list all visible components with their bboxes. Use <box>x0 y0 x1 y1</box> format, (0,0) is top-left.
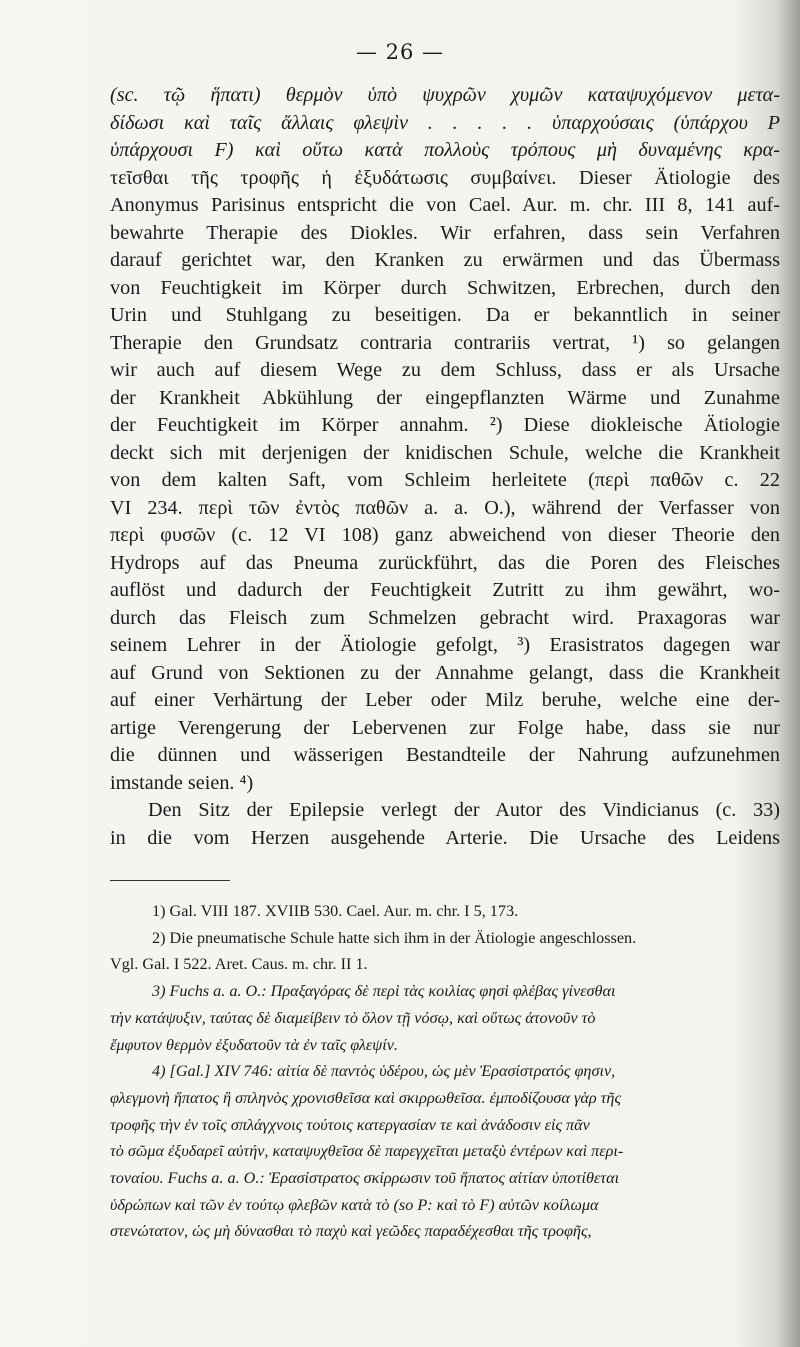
text-line: durch das Fleisch zum Schmelzen gebracht wird. Praxagoras war <box>110 606 780 629</box>
text-line: Anonymus Parisinus entspricht die von Cael. Aur. m. chr. III 8, 141 auf- <box>110 194 780 216</box>
footnote-line: τοναίου. Fuchs a. a. O.: Ἐρασίστρατος σκίρρωσιν τοῦ ἥπατος αἰτίαν ὑποτίθεται <box>110 1169 620 1188</box>
text-line: artige Verengerung der Lebervenen zur Folge habe, dass sie nur <box>110 716 780 739</box>
text-line: Therapie den Grundsatz contraria contrariis vertrat, ¹) so gelangen <box>110 331 780 354</box>
text-line: der Krankheit Abkühlung der eingepflanzten Wärme und Zunahme <box>110 386 780 409</box>
text-line: darauf gerichtet war, den Kranken zu erwärmen und das Übermass <box>110 249 780 271</box>
footnotes <box>110 898 785 1245</box>
text-line: ὑπάρχουσι F) καὶ οὕτω κατὰ πολλοὺς τρόπους μὴ δυναμένης κρα- <box>110 139 780 161</box>
text-line: Den Sitz der Epilepsie verlegt der Autor des Vindicianus (c. 33) <box>148 799 780 821</box>
footnote-line: ὑδρώπων καὶ τῶν ἐν τούτῳ φλεβῶν κατὰ τὸ (so P: καὶ τὸ F) αὐτῶν κοίλωμα <box>110 1195 599 1214</box>
text-line: VI 234. περὶ τῶν ἐντὸς παθῶν a. a. O.), während der Verfasser von <box>110 496 780 519</box>
text-line: seinem Lehrer in der Ätiologie gefolgt, ³) Erasistratos dagegen war <box>110 634 780 656</box>
footnote-line: τὴν κατάψυξιν, ταύτας δὲ διαμείβειν τὸ ὅλον τῇ νόσῳ, καὶ οὕτως ἀτονοῦν τὸ <box>110 1008 596 1027</box>
text-line: von Feuchtigkeit im Körper durch Schwitzen, Erbrechen, durch den <box>110 276 780 299</box>
footnote-line: ἔμφυτον θερμὸν ἐξυδατοῦν τὰ ἐν ταῖς φλεψίν. <box>110 1035 399 1054</box>
footnote-line: 3) Fuchs a. a. O.: Πραξαγόρας δὲ περὶ τὰς κοιλίας φησὶ φλέβας γίνεσθαι <box>152 982 616 1001</box>
footnote-line: 4) [Gal.] XIV 746: αἰτία δὲ παντὸς ὑδέρου, ὡς μὲν Ἐρασίστρατός φησιν, <box>152 1062 616 1081</box>
text-line: δίδωσι καὶ ταῖς ἄλλαις φλεψὶν . . . . . ὑπαρχούσαις (ὑπάρχου P <box>110 111 780 134</box>
footnote-line: τὸ σῶμα ἐξυδαρεῖ αὐτήν, καταψυχθεῖσα δὲ παρεγχεῖται μεταξὺ ἐντέρων καὶ περι- <box>110 1142 624 1161</box>
text-line: die dünnen und wässerigen Bestandteile der Nahrung aufzunehmen <box>110 744 780 766</box>
text-line: τεῖσθαι τῆς τροφῆς ἡ ἐξυδάτωσις συμβαίνει. Dieser Ätiologie des <box>110 166 780 189</box>
text-line: von dem kalten Saft, vom Schleim herleitete (περὶ παθῶν c. 22 <box>110 469 780 491</box>
footnote-line: 2) Die pneumatische Schule hatte sich ihm in der Ätiologie angeschlossen. <box>152 928 637 947</box>
page-number: — 26 — <box>355 40 445 64</box>
main-text <box>110 82 780 852</box>
footnote-line: Vgl. Gal. I 522. Aret. Caus. m. chr. II 1. <box>110 955 368 974</box>
text-line: auf Grund von Sektionen zu der Annahme gelangt, dass die Krankheit <box>110 661 780 684</box>
text-line: Urin und Stuhlgang zu beseitigen. Da er bekanntlich in seiner <box>110 304 780 326</box>
footnote-line: στενώτατον, ὡς μὴ δύνασθαι τὸ παχὺ καὶ γεῶδες παραδέχεσθαι τῆς τροφῆς, <box>110 1222 592 1241</box>
text-line: Hydrops auf das Pneuma zurückführt, das die Poren des Fleisches <box>110 551 780 574</box>
text-line: auflöst und dadurch der Feuchtigkeit Zutritt zu ihm gewährt, wo- <box>110 579 780 601</box>
text-line: imstande seien. ⁴) <box>110 771 254 794</box>
footnote-line: φλεγμονὴ ἥπατος ἢ σπληνὸς χρονισθεῖσα καὶ σκιρρωθεῖσα. ἐμποδίζουσα γὰρ τῆς <box>110 1088 622 1107</box>
footnote-divider <box>110 880 230 881</box>
text-line: (sc. τῷ ἥπατι) θερμὸν ὑπὸ ψυχρῶν χυμῶν καταψυχόμενον μετα- <box>110 84 780 106</box>
text-line: in die vom Herzen ausgehende Arterie. Die Ursache des Leidens <box>110 826 780 849</box>
text-line: wir auch auf diesem Wege zu dem Schluss, dass er als Ursache <box>110 359 780 381</box>
text-line: der Feuchtigkeit im Körper annahm. ²) Diese diokleische Ätiologie <box>110 414 780 436</box>
footnote-line: τροφῆς τὴν ἐν τοῖς σπλάγχνοις τούτοις κατεργασίαν τε καὶ ἀνάδοσιν εἰς πᾶν <box>110 1115 590 1134</box>
text-line: περὶ φυσῶν (c. 12 VI 108) ganz abweichend von dieser Theorie den <box>110 524 780 546</box>
text-line: auf einer Verhärtung der Leber oder Milz beruhe, welche eine der- <box>110 689 780 711</box>
text-line: deckt sich mit derjenigen der knidischen Schule, welche die Krankheit <box>110 441 780 464</box>
text-line: bewahrte Therapie des Diokles. Wir erfahren, dass sein Verfahren <box>110 221 780 244</box>
footnote-line: 1) Gal. VIII 187. XVIIB 530. Cael. Aur. m. chr. I 5, 173. <box>152 902 519 920</box>
